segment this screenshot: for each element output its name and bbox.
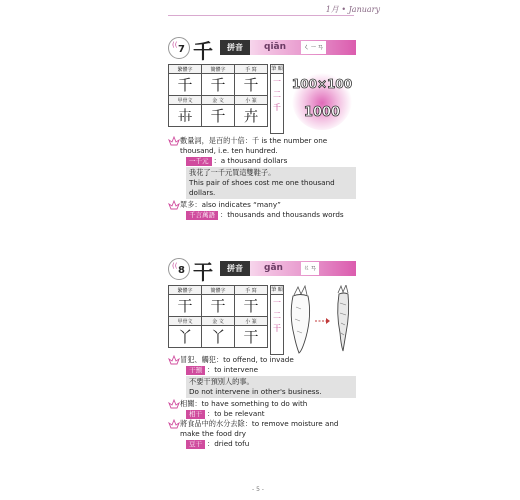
pinyin-label: 拼音 (220, 40, 250, 55)
grid-cell: 丫 (202, 326, 235, 348)
arrow-icon (315, 318, 330, 324)
lotus-icon (168, 355, 180, 365)
usage-gloss: ：thousands and thousands words (220, 210, 344, 219)
usage-tag: 豆干 (186, 440, 205, 449)
definition-text: 相關：to have something to do with (180, 399, 308, 408)
header-rule (168, 15, 354, 16)
zhuyin-text: ㄍㄢ (301, 262, 319, 275)
grid-cell: 干 (235, 326, 268, 348)
page-number: - 5 - (252, 486, 264, 493)
usage-line (186, 439, 356, 449)
character-forms-grid (168, 285, 268, 348)
grid-cell: 𠦃 (169, 105, 202, 127)
grid-header: 小 篆 (235, 317, 268, 326)
zhuyin-text: ㄑㄧㄢ (301, 41, 326, 54)
headword-character: 千 (193, 39, 213, 63)
definition-item (168, 399, 356, 409)
example-english: Do not intervene in other's business. (189, 387, 322, 396)
entry-gan (168, 258, 356, 448)
entry-number: 7 (178, 44, 185, 55)
entry-number-badge (168, 258, 190, 280)
grid-header: 甲骨文 (169, 317, 202, 326)
grid-header: 繁體字 (169, 65, 202, 74)
grid-header: 繁體字 (169, 286, 202, 295)
grid-cell: 千 (169, 74, 202, 96)
usage-tag: 相干 (186, 410, 205, 419)
grid-cell: 千 (202, 105, 235, 127)
definition-text: 將食品中的水分去除：to remove moisture and make the food dry (180, 419, 339, 438)
character-forms-grid (168, 64, 268, 127)
stroke-order-header: 筆 順 (271, 287, 283, 293)
pinyin-text: gān (264, 263, 283, 273)
illustration-drying-radish (286, 285, 358, 355)
usage-gloss: ：to intervene (207, 365, 259, 374)
stroke-step: 二 (273, 90, 281, 99)
usage-gloss: ：a thousand dollars (213, 156, 288, 165)
headword-character: 干 (193, 260, 213, 284)
stroke-step: 千 (273, 103, 281, 112)
entry-number: 8 (178, 265, 185, 276)
badge-bracket: (( (172, 262, 178, 270)
grid-cell: 干 (235, 295, 268, 317)
definition-item (168, 419, 356, 439)
usage-tag: 干預 (186, 366, 205, 375)
entry-number-badge (168, 37, 190, 59)
grid-cell: 𠦄 (235, 105, 268, 127)
grid-header: 小 篆 (235, 96, 268, 105)
definition-item (168, 355, 356, 365)
lotus-icon (168, 136, 180, 146)
lotus-icon (168, 399, 180, 409)
art-text-result: 1000 (303, 105, 341, 120)
dried-radish-drawing (338, 285, 349, 351)
grid-header: 手 寫 (235, 65, 268, 74)
definitions-list (168, 136, 356, 220)
grid-header: 金 文 (202, 317, 235, 326)
example-chinese: 我花了一千元買這雙鞋子。 (189, 168, 276, 177)
example-english: This pair of shoes cost me one thousand dollars. (189, 178, 335, 197)
usage-tag: 一千元 (186, 157, 212, 166)
grid-header: 甲骨文 (169, 96, 202, 105)
definition-item (168, 200, 356, 210)
example-box (186, 167, 356, 199)
grid-header: 金 文 (202, 96, 235, 105)
stroke-step: 干 (273, 324, 281, 333)
definition-text: 數量詞，是百的十倍：千 is the number one thousand, i.e. ten hundred. (180, 136, 328, 155)
illustration-thousand (286, 64, 358, 134)
stroke-order-box (270, 285, 284, 355)
lotus-icon (168, 419, 180, 429)
definition-text: 眾多：also indicates “many” (180, 200, 281, 209)
grid-header: 手 寫 (235, 286, 268, 295)
usage-line (186, 365, 356, 375)
running-header: 1月 • January (325, 5, 380, 14)
grid-cell: 千 (202, 74, 235, 96)
grid-header: 簡體字 (202, 65, 235, 74)
stroke-step: 一 (273, 77, 281, 86)
grid-cell: 千 (235, 74, 268, 96)
entry-title-bar (168, 258, 356, 284)
stroke-order-box (270, 64, 284, 134)
definition-item (168, 136, 356, 156)
badge-bracket: (( (172, 41, 178, 49)
usage-line (186, 210, 356, 220)
example-chinese: 不要干預別人的事。 (189, 377, 254, 386)
entry-title-bar (168, 37, 356, 63)
definition-text: 冒犯、觸犯：to offend, to invade (180, 355, 294, 364)
grid-cell: 丫 (169, 326, 202, 348)
usage-tag: 千言萬語 (186, 211, 218, 220)
entry-qian (168, 37, 356, 219)
grid-cell: 干 (202, 295, 235, 317)
pinyin-label: 拼音 (220, 261, 250, 276)
definitions-list (168, 355, 356, 449)
art-text-multiplication: 100×100 (291, 77, 353, 91)
usage-gloss: ：to be relevant (207, 409, 265, 418)
stroke-step: 一 (273, 298, 281, 307)
usage-gloss: ：dried tofu (207, 439, 250, 448)
lotus-icon (168, 200, 180, 210)
fresh-radish-drawing (291, 286, 309, 353)
usage-line (186, 409, 356, 419)
grid-cell: 干 (169, 295, 202, 317)
grid-header: 簡體字 (202, 286, 235, 295)
stroke-order-header: 筆 順 (271, 66, 283, 72)
usage-line (186, 156, 356, 166)
stroke-step: 二 (273, 311, 281, 320)
pinyin-text: qiān (264, 42, 287, 52)
example-box (186, 376, 356, 398)
